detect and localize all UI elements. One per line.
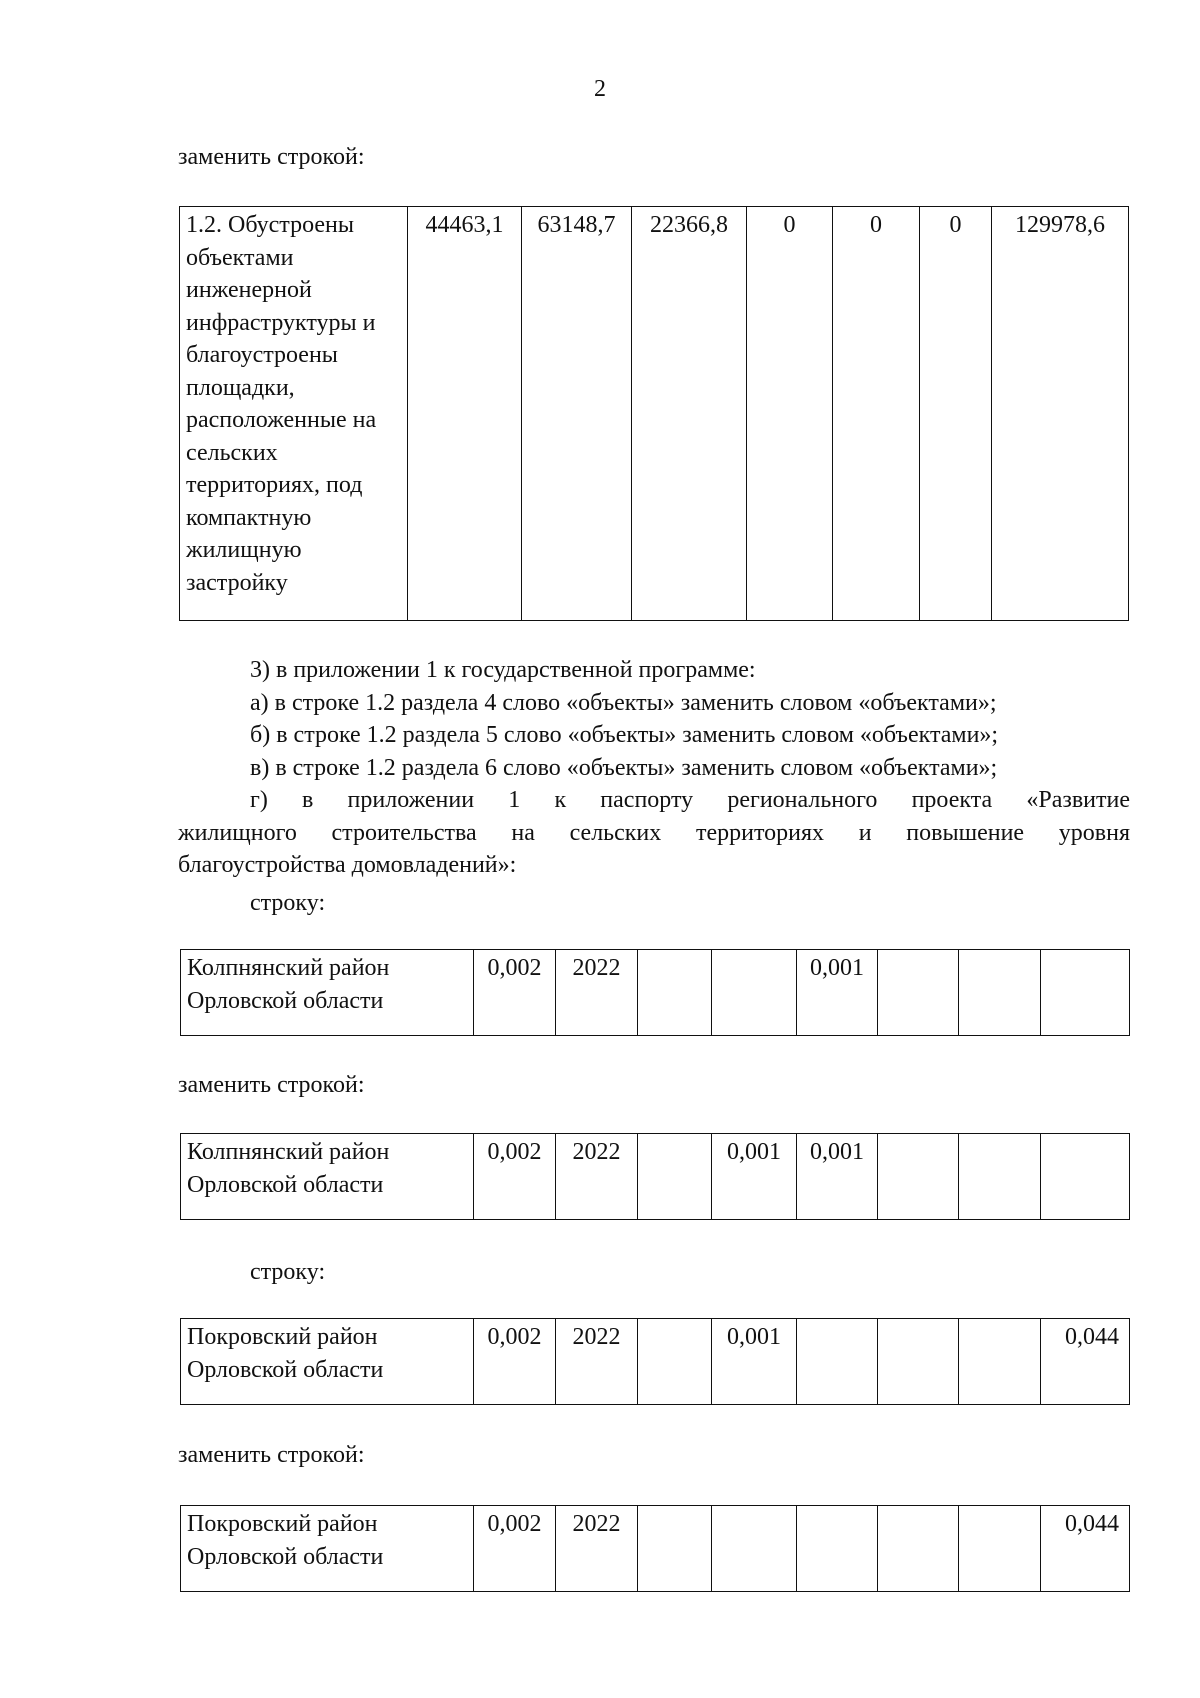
- replace-with-row-label-3: заменить строкой:: [178, 1442, 365, 1468]
- district-name-cell: [181, 1319, 474, 1405]
- value-cell: [797, 1506, 878, 1592]
- region-name: Орловской области: [187, 987, 384, 1014]
- item-g-line-1: г) в приложении 1 к паспорту регионального проекта «Развитие: [250, 787, 1130, 813]
- value-cell: [638, 1319, 712, 1405]
- page-number: 2: [594, 76, 606, 102]
- value-cell: 44463,1: [408, 207, 522, 621]
- row-label-2: строку:: [250, 1259, 326, 1285]
- value-cell: 0,002: [474, 950, 556, 1036]
- value-cell: 0: [747, 207, 833, 621]
- value-cell: 0,044: [1041, 1319, 1130, 1405]
- value-cell: [712, 950, 797, 1036]
- region-name: Орловской области: [187, 1356, 384, 1383]
- value-cell: [638, 1506, 712, 1592]
- value-cell: [878, 1319, 959, 1405]
- table-5-replacement-row: [180, 1505, 1130, 1592]
- item-v: в) в строке 1.2 раздела 6 слово «объекты» заменить словом «объектами»;: [250, 754, 998, 781]
- table-row: [181, 1506, 1130, 1592]
- value-cell: 0,002: [474, 1134, 556, 1220]
- item-g-line-3: благоустройства домовладений»:: [178, 852, 517, 878]
- row-label-1: строку:: [250, 890, 326, 916]
- total-value-cell: 129978,6: [992, 207, 1129, 621]
- value-cell: [959, 950, 1041, 1036]
- value-cell: 0,001: [797, 950, 878, 1036]
- item-g-line-2: жилищного строительства на сельских территориях и повышение уровня: [178, 819, 1130, 846]
- region-name: Орловской области: [187, 1543, 384, 1570]
- district-name-cell: [181, 1134, 474, 1220]
- value-cell: [1041, 950, 1130, 1036]
- value-cell: [878, 1506, 959, 1592]
- value-cell: [878, 1134, 959, 1220]
- district-name-cell: [181, 950, 474, 1036]
- table-row: [181, 1134, 1130, 1220]
- table-3-replacement-row: [180, 1133, 1130, 1220]
- table-row: [181, 950, 1130, 1036]
- region-name: Орловской области: [187, 1171, 384, 1198]
- district-name: Покровский район: [187, 1324, 378, 1350]
- district-name: Колпнянский район: [187, 955, 390, 981]
- amendment-paragraph: [178, 654, 1130, 882]
- value-cell: [638, 1134, 712, 1220]
- value-cell: [797, 1319, 878, 1405]
- value-cell: [638, 950, 712, 1036]
- year-cell: 2022: [556, 1506, 638, 1592]
- value-cell: 0,001: [712, 1134, 797, 1220]
- table-row: [181, 1319, 1130, 1405]
- value-cell: 0,001: [712, 1319, 797, 1405]
- year-cell: 2022: [556, 1134, 638, 1220]
- item-3: 3) в приложении 1 к государственной программе:: [250, 657, 756, 683]
- value-cell: [878, 950, 959, 1036]
- value-cell: 22366,8: [632, 207, 747, 621]
- replace-with-row-label-2: заменить строкой:: [178, 1072, 365, 1098]
- value-cell: 0,002: [474, 1319, 556, 1405]
- value-cell: [959, 1134, 1041, 1220]
- table-row: [180, 207, 1129, 621]
- table-2-original-row: [180, 949, 1130, 1036]
- replace-with-row-label-1: заменить строкой:: [178, 144, 365, 170]
- year-cell: 2022: [556, 950, 638, 1036]
- value-cell: 0,002: [474, 1506, 556, 1592]
- district-name: Колпнянский район: [187, 1139, 390, 1165]
- value-cell: 0,001: [797, 1134, 878, 1220]
- value-cell: 0: [833, 207, 920, 621]
- value-cell: [1041, 1134, 1130, 1220]
- indicator-name-cell: 1.2. Обустроены объектами инженерной инфраструктуры и благоустроены площадки, расположенные на сельских территориях, под компактную жилищную застройку: [180, 207, 408, 621]
- value-cell: 63148,7: [522, 207, 632, 621]
- item-b: б) в строке 1.2 раздела 5 слово «объекты» заменить словом «объектами»;: [250, 722, 999, 748]
- table-4-original-row: [180, 1318, 1130, 1405]
- value-cell: [959, 1506, 1041, 1592]
- value-cell: [712, 1506, 797, 1592]
- value-cell: 0: [920, 207, 992, 621]
- value-cell: 0,044: [1041, 1506, 1130, 1592]
- district-name: Покровский район: [187, 1511, 378, 1537]
- item-a: а) в строке 1.2 раздела 4 слово «объекты» заменить словом «объектами»;: [250, 689, 997, 716]
- year-cell: 2022: [556, 1319, 638, 1405]
- value-cell: [959, 1319, 1041, 1405]
- table-1-replacement-row: [179, 206, 1129, 621]
- district-name-cell: [181, 1506, 474, 1592]
